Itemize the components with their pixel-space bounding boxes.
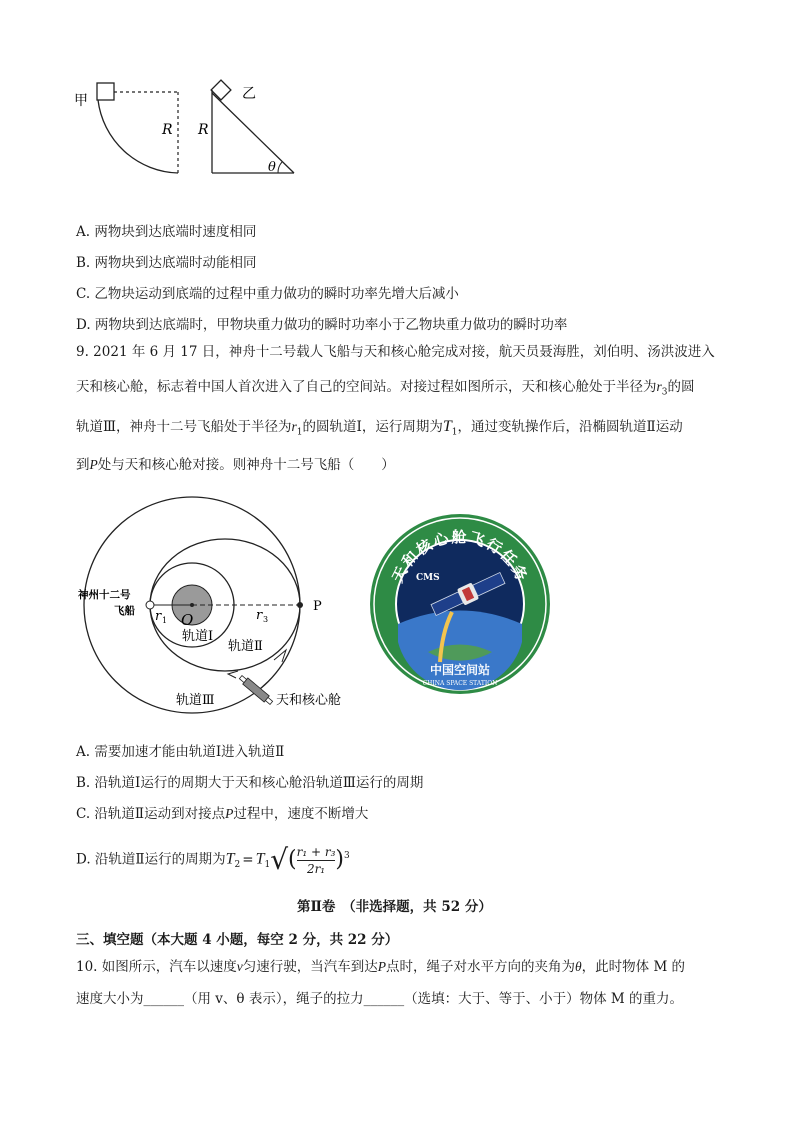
label-yi: 乙 <box>242 86 256 102</box>
svg-text:1: 1 <box>162 616 168 625</box>
q8-figure <box>70 78 310 178</box>
label-R-yi: R <box>198 122 209 138</box>
q9-option-b: B. 沿轨道Ⅰ运行的周期大于天和核心舱沿轨道Ⅲ运行的周期 <box>76 775 424 791</box>
q9-option-a: A. 需要加速才能由轨道Ⅰ进入轨道Ⅱ <box>76 744 285 760</box>
svg-text:3: 3 <box>263 615 269 624</box>
ship-label-1: 神州十二号 <box>78 589 131 601</box>
q9-option-d: D. 沿轨道Ⅱ运行的周期为$T_2 = T_1√$( $\frac{\text{r₁ + r₃}}{\text{2r₁}}$ )$^3$ <box>76 843 350 876</box>
block-jia <box>97 83 114 100</box>
p-label: P <box>313 599 322 614</box>
q8-option-d: D. 两物块到达底端时，甲物块重力做功的瞬时功率小于乙物块重力做功的瞬时功率 <box>76 317 568 333</box>
label-jia: 甲 <box>74 93 88 109</box>
ship-point <box>146 601 154 609</box>
q9-stem-line1: 9. 2021 年 6 月 17 日，神舟十二号载人飞船与天和核心舱完成对接，航天员聂海胜，刘伯明、汤洪波进入 <box>76 344 715 360</box>
fraction: $\frac{\text{r₁ + r₃}}{\text{2r₁}}$ <box>296 844 336 876</box>
q9-option-c: C. 沿轨道Ⅱ运动到对接点P过程中，速度不断增大 <box>76 806 369 822</box>
orbit-2-label: 轨道Ⅱ <box>228 639 263 654</box>
p-point <box>297 602 303 608</box>
block-yi <box>211 80 231 100</box>
station-icon <box>238 674 274 706</box>
q8-option-c: C. 乙物块运动到底端的过程中重力做功的瞬时功率先增大后减小 <box>76 286 459 302</box>
q10-line1: 10. 如图所示，汽车以速度v匀速行驶，当汽车到达P点时，绳子对水平方向的夹角为θ，此时物体 M 的 <box>76 959 686 975</box>
q10-line2: 速度大小为______（用 v、θ 表示），绳子的拉力______（选填：大于、等于、小于）物体 M 的重力。 <box>76 991 683 1007</box>
badge-bottom-en: CHINA SPACE STATION <box>422 680 498 687</box>
orbit-3-label: 轨道Ⅲ <box>176 693 215 708</box>
mission-badge <box>368 512 552 696</box>
q8-option-b: B. 两物块到达底端时动能相同 <box>76 255 257 271</box>
section-2-title: 第Ⅱ卷 （非选择题，共 52 分） <box>297 899 492 915</box>
o-label: O <box>181 611 194 629</box>
label-R-jia: R <box>162 122 173 138</box>
q9-stem-line2: 天和核心舱，标志着中国人首次进入了自己的空间站。对接过程如图所示，天和核心舱处于半径为$r_3$的圆 <box>76 379 695 398</box>
q9-stem-line4: 到P处与天和核心舱对接。则神舟十二号飞船（ ） <box>76 457 395 473</box>
q9-orbit-figure <box>78 490 368 720</box>
badge-top-text: 天和核心舱飞行任务 <box>388 528 532 586</box>
part-3-heading: 三、填空题（本大题 4 小题，每空 2 分，共 22 分） <box>76 932 399 948</box>
q8-option-a: A. 两物块到达底端时速度相同 <box>76 224 257 240</box>
r3-label: r <box>256 608 263 623</box>
ship-label-2: 飞船 <box>114 605 135 617</box>
cms-logo: CMS <box>416 573 440 583</box>
station-label: 天和核心舱 <box>276 693 342 708</box>
label-theta: θ <box>268 160 276 175</box>
r1-label: r <box>155 609 162 624</box>
badge-bottom-text: 中国空间站 <box>429 663 491 677</box>
q9-stem-line3: 轨道Ⅲ，神舟十二号飞船处于半径为$r_1$的圆轨道Ⅰ，运行周期为$T_1$，通过变轨操作后，沿椭圆轨道Ⅱ运动 <box>76 418 683 438</box>
orbit-1-label: 轨道Ⅰ <box>182 629 214 644</box>
